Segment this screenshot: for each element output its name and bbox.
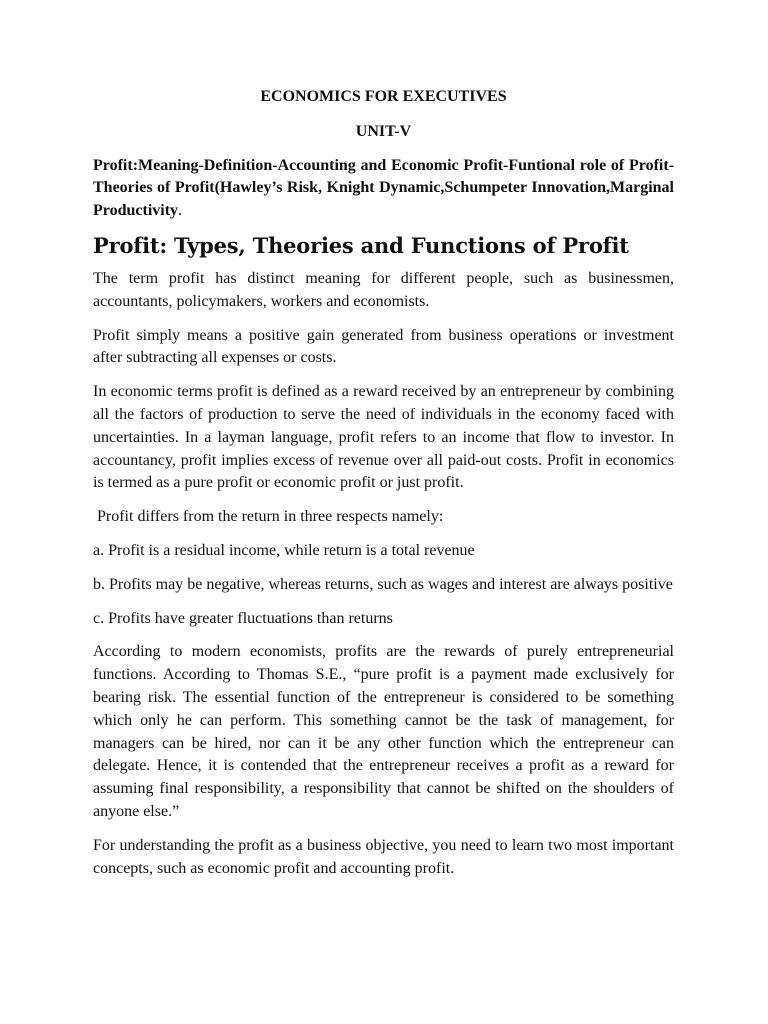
paragraph-business-objective: For understanding the profit as a business objective, you need to learn two most important concepts, such as economic profit and accounting profit.	[93, 836, 674, 877]
list-item-c: c. Profits have greater fluctuations than returns	[93, 609, 393, 627]
unit-topics-text: Profit:Meaning-Definition-Accounting and Economic Profit-Funtional role of Profit-Theories of Profit(Hawley’s Risk, Knight Dynamic,Schumpeter Innovation,Marginal Productivity	[93, 156, 674, 220]
paragraph-economic-terms: In economic terms profit is defined as a reward received by an entrepreneur by combining all the factors of production to serve the need of individuals in the economy faced with uncertainties. In a layman language, profit refers to an income that flow to investor. In accountancy, profit implies excess of revenue over all paid-out costs. Profit in economics is termed as a pure profit or economic profit or just profit.	[93, 383, 674, 492]
unit-topics	[93, 155, 674, 223]
unit-topics-period: .	[178, 202, 183, 220]
paragraph-differences-intro: Profit differs from the return in three respects namely:	[97, 508, 444, 526]
unit-label: UNIT-V	[355, 122, 412, 140]
list-item-b: b. Profits may be negative, whereas returns, such as wages and interest are always positive	[93, 575, 673, 593]
paragraph-modern-economists: According to modern economists, profits are the rewards of purely entrepreneurial functions. According to Thomas S.E., “pure profit is a payment made exclusively for bearing risk. The essential function of the entrepreneur is considered to be something which only he can perform. This something cannot be the task of management, for managers can be hired, nor can it be any other function which the entrepreneur can delegate. Hence, it is contended that the entrepreneur receives a profit as a reward for assuming final responsibility, a responsibility that cannot be shifted on the shoulders of anyone else.”	[93, 643, 674, 820]
list-item-a: a. Profit is a residual income, while return is a total revenue	[93, 541, 475, 559]
paragraph-simple-meaning: Profit simply means a positive gain generated from business operations or investment after subtracting all expenses or costs.	[93, 326, 674, 367]
course-title: ECONOMICS FOR EXECUTIVES	[260, 88, 507, 105]
paragraph-definition-intro: The term profit has distinct meaning for different people, such as businessmen, accountants, policymakers, workers and economists.	[93, 269, 674, 310]
document-body	[93, 86, 674, 891]
section-heading: Profit: Types, Theories and Functions of Profit	[93, 232, 629, 258]
